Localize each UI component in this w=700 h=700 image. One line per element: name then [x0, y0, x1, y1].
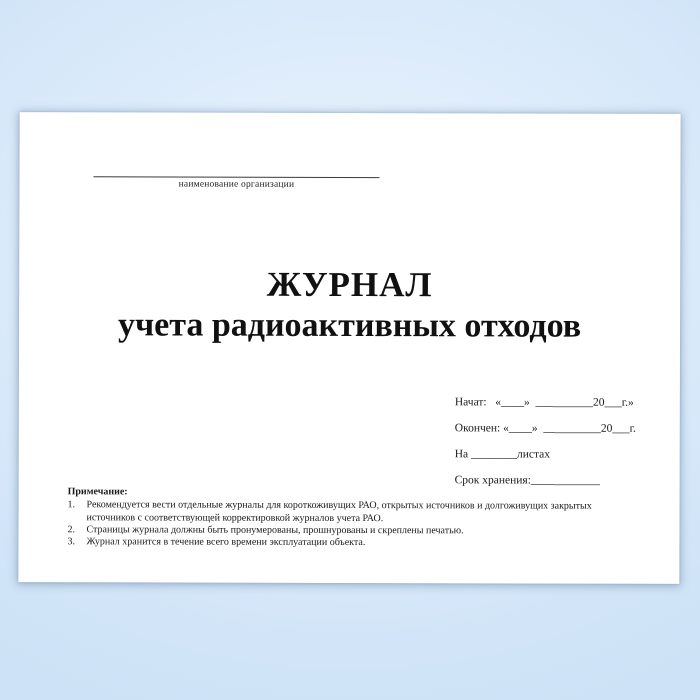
notes-heading: Примечание: [67, 486, 128, 498]
field-finished: Окончен: «____» __________20___г. [454, 422, 636, 435]
note-item-2-text: Страницы журнала должны быть пронумерованы, прошнурованы и скреплены печатью. [86, 524, 464, 537]
document-title-line2: учета радиоактивных отходов [117, 306, 582, 345]
organization-name-blank-line [93, 160, 379, 178]
notes-section [67, 486, 642, 550]
field-sheet-count: На ________листах [454, 448, 551, 461]
journal-meta-fields [455, 389, 636, 494]
journal-cover-page [18, 112, 680, 584]
organization-name-caption: наименование организации [178, 179, 295, 190]
document-title [19, 264, 680, 347]
note-item-3-text: Журнал хранится в течение всего времени эксплуатации объекта. [86, 536, 366, 549]
organization-name-block [93, 160, 379, 190]
note-item-2-number: 2. [67, 524, 76, 536]
note-item-3-number: 3. [67, 536, 75, 548]
field-retention-period: Срок хранения:____________ [454, 474, 600, 487]
note-item-1 [68, 500, 643, 526]
note-item-1-number: 1. [67, 499, 76, 511]
document-title-line1: ЖУРНАЛ [266, 264, 433, 305]
note-item-3 [67, 536, 642, 550]
note-item-1-text: Рекомендуется вести отдельные журналы для короткоживущих РАО, открытых источников и долгоживущих закрытых источников с соответствующей корректировкой журналов учета РАО. [86, 499, 592, 524]
field-started: Начат: «____» __________20___г.» [454, 396, 634, 409]
